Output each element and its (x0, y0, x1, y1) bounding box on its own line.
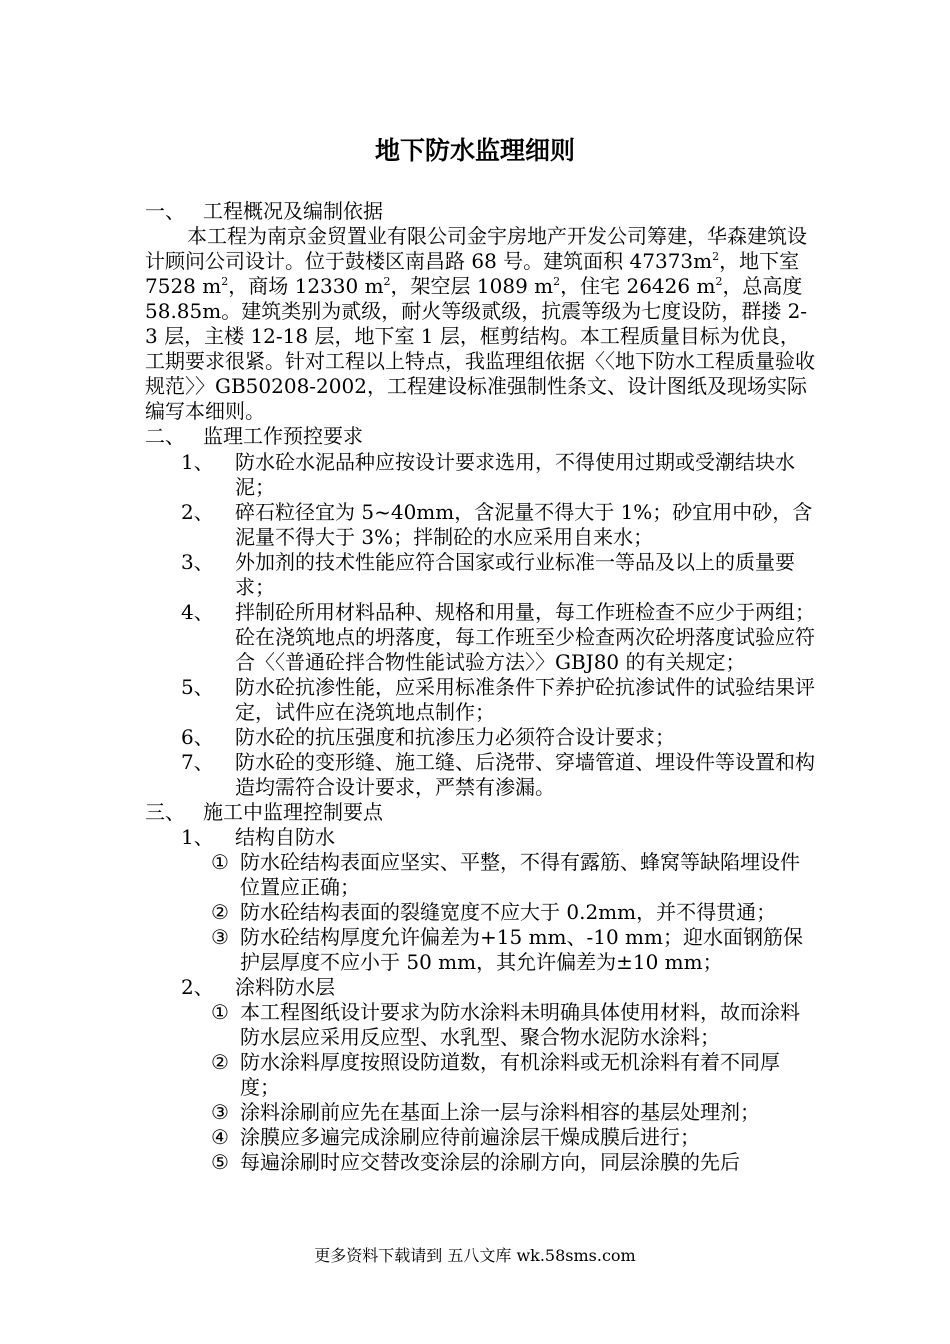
list-item: ② 防水砼结构表面的裂缝宽度不应大于 0.2mm，并不得贯通； (211, 900, 777, 925)
overview-paragraph: 本工程为南京金贸置业有限公司金宇房地产开发公司筹建，华森建筑设计顾问公司设计。位于鼓楼区南昌路 68 号。建筑面积 $47373m^2$，地下室 7528 $m^2$，商场 12330 $m^2$，架空层 1089 $m^2$，住宅 26426 $m^2$，总高度 58.85m。建筑类别为贰级，耐火等级贰级，抗震等级为七度设防，群搂 2-3 层，主楼 12-18 层，地下室 1 层，框剪结构。本工程质量目标为优良，工期要求很紧。针对工程以上特点，我监理组依据〈〈地下防水工程质量验收规范〉〉GB50208-2002，工程建设标准强制性条文、设计图纸及现场实际编写本细则。 (145, 224, 815, 424)
list-item: ① 本工程图纸设计要求为防水涂料未明确具体使用材料，故而涂料防水层应采用反应型、水乳型、聚合物水泥防水涂料； (211, 1000, 800, 1050)
list-item: 2、 碎石粒径宜为 5~40mm，含泥量不得大于 1%；砂宜用中砂，含泥量不得大于 3%；拌制砼的水应采用自来水； (181, 499, 813, 549)
list-item: ③ 防水砼结构厚度允许偏差为+15 mm、-10 mm；迎水面钢筋保护层厚度不应小于 50 mm，其允许偏差为±10 mm； (211, 925, 803, 975)
section-heading-1 (145, 199, 815, 224)
list-item: ① 防水砼结构表面应坚实、平整，不得有露筋、蜂窝等缺陷埋设件位置应正确； (211, 850, 800, 900)
list-item: 7、 防水砼的变形缝、施工缝、后浇带、穿墙管道、埋设件等设置和构造均需符合设计要求，严禁有渗漏。 (181, 749, 815, 799)
page-title: 地下防水监理细则 (374, 136, 575, 165)
section-heading-2 (145, 424, 815, 449)
section-number: 一、 (145, 199, 185, 223)
list-item: 3、 外加剂的技术性能应符合国家或行业标准一等品及以上的质量要求； (181, 549, 795, 599)
list-item: 6、 防水砼的抗压强度和抗渗压力必须符合设计要求； (181, 724, 675, 749)
list-item: ③ 涂料涂刷前应先在基面上涂一层与涂料相容的基层处理剂； (211, 1100, 760, 1125)
list-item: ② 防水涂料厚度按照设防道数，有机涂料或无机涂料有着不同厚度； (211, 1050, 780, 1100)
list-item: ④ 涂膜应多遍完成涂刷应待前遍涂层干燥成膜后进行； (211, 1125, 700, 1150)
document-body (145, 199, 815, 1175)
section-number: 二、 (145, 424, 185, 449)
section-title: 施工中监理控制要点 (203, 799, 383, 824)
section-number: 三、 (145, 799, 185, 824)
list-item: 4、 拌制砼所用材料品种、规格和用量，每工作班检查不应少于两组；砼在浇筑地点的坍落度，每工作班至少检查两次砼坍落度试验应符合〈〈普通砼拌合物性能试验方法〉〉GBJ80 的有关规定； (181, 599, 815, 674)
list-item: ⑤ 每遍涂刷时应交替改变涂层的涂刷方向，同层涂膜的先后 (211, 1150, 740, 1175)
footer-link[interactable]: 更多资料下载请到 五八文库 wk.58sms.com (314, 1246, 636, 1265)
section-title: 监理工作预控要求 (203, 424, 363, 449)
section-title: 工程概况及编制依据 (203, 199, 383, 223)
list-item: 1、 防水砼水泥品种应按设计要求选用，不得使用过期或受潮结块水泥； (181, 449, 795, 499)
section-heading-3 (145, 800, 815, 825)
list-item: 5、 防水砼抗渗性能，应采用标准条件下养护砼抗渗试件的试验结果评定，试件应在浇筑地点制作； (181, 674, 815, 724)
subsection-heading-2: 2、 涂料防水层 (181, 975, 335, 1000)
subsection-heading-1: 1、 结构自防水 (181, 824, 335, 849)
